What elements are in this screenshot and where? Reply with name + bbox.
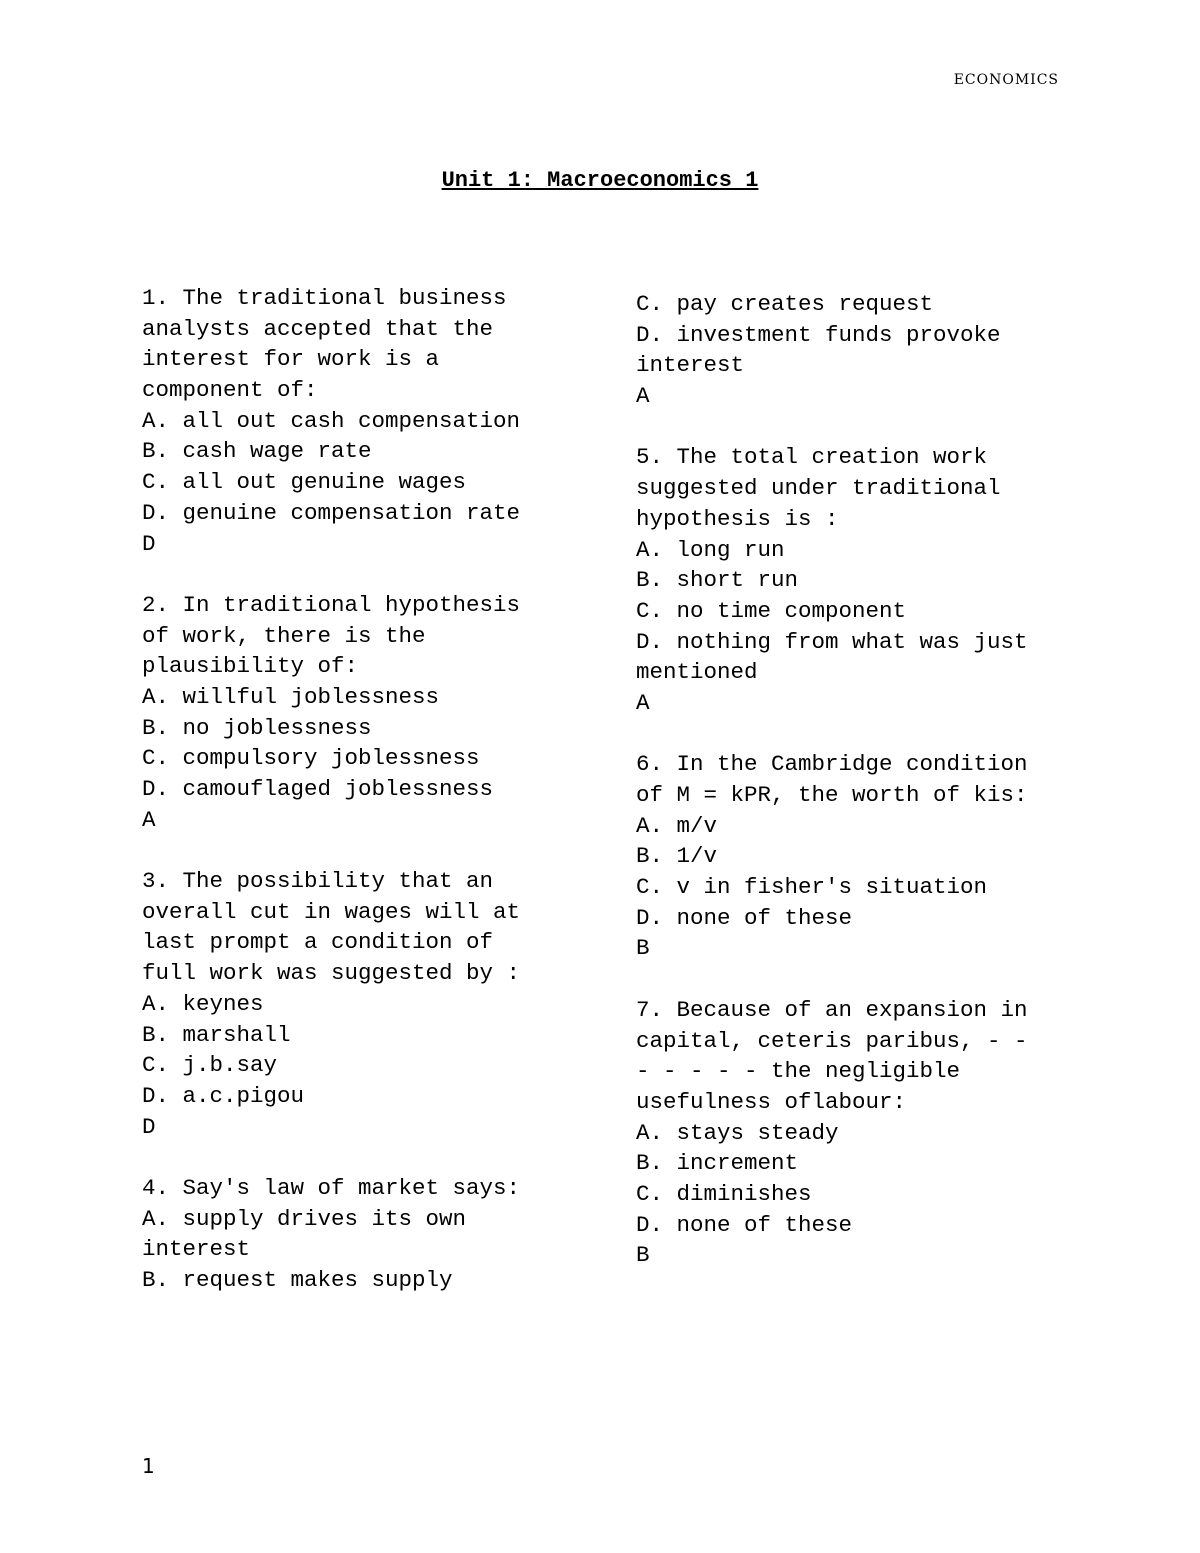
question-2-option-d: D. camouflaged joblessness [142,776,494,802]
question-1-stem: 1. The traditional business [142,285,507,311]
question-4-option-a-cont: interest [142,1236,251,1263]
question-3-option-a: A. keynes [142,990,264,1017]
question-4-option-d: D. investment funds provoke [636,321,1001,348]
question-1 [142,283,562,559]
question-6-stem: 6. In the Cambridge condition [636,751,1028,778]
question-1-answer: D [142,530,156,557]
question-5-option-d-cont: mentioned [636,659,758,686]
question-2 [142,590,562,836]
question-4-option-b: B. request makes supply [142,1267,453,1293]
question-5-stem: 5. The total creation work [636,444,988,471]
question-6-option-b: B. 1/v [636,843,718,870]
question-7-stem: capital, ceteris paribus, - - [636,1027,1028,1054]
question-4-option-c: C. pay creates request [636,291,934,317]
question-6-option-d: D. none of these [636,904,853,931]
page-title: Unit 1: Macroeconomics 1 [441,168,759,193]
question-7-stem: 7. Because of an expansion in [636,996,1028,1023]
question-6-option-c: C. v in fisher's situation [636,874,988,901]
spacer [636,412,1066,443]
question-5-option-a: A. long run [636,536,785,563]
question-1-stem: interest for work is a [142,346,440,373]
question-2-option-b: B. no joblessness [142,714,372,741]
question-7-stem: - - - - - the negligible [636,1058,961,1085]
question-7 [636,995,1066,1271]
question-3-stem: 3. The possibility that an [142,868,494,895]
question-4-stem: 4. Say's law of market says: [142,1174,521,1201]
question-5-option-c: C. no time component [636,597,907,624]
question-4 [142,1173,562,1296]
question-2-stem: 2. In traditional hypothesis [142,591,521,618]
question-5-option-b: B. short run [636,567,799,594]
question-3-option-d: D. a.c.pigou [142,1082,305,1109]
question-3-stem: overall cut in wages will at [142,898,521,925]
spacer [142,1142,562,1173]
question-7-stem: usefulness oflabour: [636,1088,907,1115]
question-4-option-d-cont: interest [636,352,745,379]
question-6-stem: of M = kPR, the worth of kis: [636,782,1028,808]
question-4-option-a: A. supply drives its own [142,1205,467,1232]
question-5 [636,442,1066,718]
running-head: ECONOMICS [953,72,1059,88]
spacer [636,964,1066,995]
left-column [142,283,562,1296]
question-1-option-c: C. all out genuine wages [142,469,467,496]
question-3-stem: full work was suggested by : [142,960,521,987]
question-1-option-b: B. cash wage rate [142,438,372,465]
question-7-option-b: B. increment [636,1150,799,1177]
question-3-option-b: B. marshall [142,1021,291,1048]
question-3-answer: D [142,1113,156,1140]
question-2-option-a: A. willful joblessness [142,683,440,710]
right-column [636,289,1066,1271]
question-2-stem: plausibility of: [142,653,359,680]
question-1-option-d: D. genuine compensation rate [142,499,521,526]
question-5-stem: hypothesis is : [636,505,839,532]
question-3 [142,866,562,1142]
question-7-answer: B [636,1242,650,1269]
spacer [142,835,562,866]
question-3-option-c: C. j.b.say [142,1052,278,1079]
question-7-option-c: C. diminishes [636,1180,812,1207]
question-4-answer: A [636,383,650,410]
question-5-answer: A [636,689,650,716]
question-2-stem: of work, there is the [142,622,426,649]
spacer [636,719,1066,750]
question-6-option-a: A. m/v [636,812,718,839]
page-number: 1 [142,1454,155,1478]
question-7-option-a: A. stays steady [636,1119,839,1146]
question-2-answer: A [142,806,156,833]
question-6 [636,749,1066,964]
question-6-answer: B [636,935,650,962]
spacer [142,559,562,590]
question-1-stem: analysts accepted that the [142,315,494,342]
question-4-continued [636,289,1066,412]
question-7-option-d: D. none of these [636,1211,853,1238]
question-2-option-c: C. compulsory joblessness [142,745,480,772]
question-1-option-a: A. all out cash compensation [142,407,521,434]
question-5-option-d: D. nothing from what was just [636,628,1028,655]
question-3-stem: last prompt a condition of [142,929,494,956]
question-5-stem: suggested under traditional [636,475,1001,502]
question-1-stem: component of: [142,377,318,404]
